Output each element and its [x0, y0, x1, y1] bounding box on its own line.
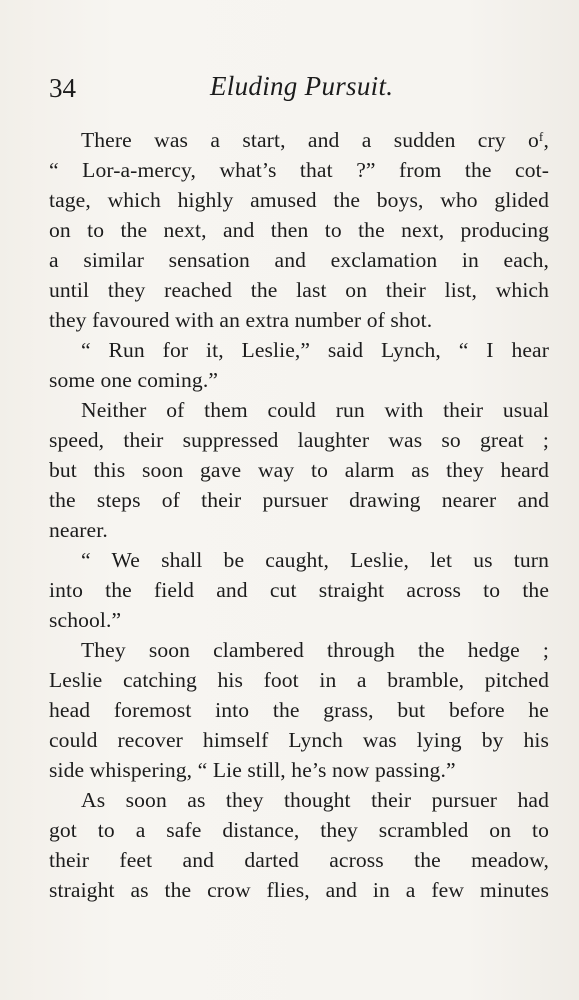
text-line: could recover himself Lynch was lying by his: [49, 728, 549, 752]
text-line: they favoured with an extra number of shot.: [49, 308, 433, 332]
text-line: “ Lor-a-mercy, what’s that ?” from the cot-: [49, 158, 549, 182]
text-line: tage, which highly amused the boys, who glided: [49, 188, 549, 212]
text-line: their feet and darted across the meadow,: [49, 848, 549, 872]
text-line: speed, their suppressed laughter was so great ;: [49, 428, 549, 452]
text-line: got to a safe distance, they scrambled on to: [49, 818, 549, 842]
text-line: They soon clambered through the hedge ;: [81, 638, 549, 662]
text-line: “ We shall be caught, Leslie, let us turn: [81, 548, 549, 572]
text-line: As soon as they thought their pursuer had: [81, 788, 549, 812]
text-line: a similar sensation and exclamation in each,: [49, 248, 549, 272]
text-line: some one coming.”: [49, 368, 219, 392]
text-line: until they reached the last on their list, which: [49, 278, 549, 302]
text-line: There was a start, and a sudden cry oᶠ,: [81, 128, 549, 152]
text-line: side whispering, “ Lie still, he’s now passing.”: [49, 758, 456, 782]
text-line: Neither of them could run with their usual: [81, 398, 549, 422]
text-line: but this soon gave way to alarm as they heard: [49, 458, 549, 482]
text-line: Leslie catching his foot in a bramble, pitched: [49, 668, 549, 692]
page-number: 34: [49, 73, 76, 103]
text-line: straight as the crow flies, and in a few minutes: [49, 878, 549, 902]
text-line: “ Run for it, Leslie,” said Lynch, “ I hear: [81, 338, 549, 362]
text-line: the steps of their pursuer drawing nearer and: [49, 488, 549, 512]
body-text: [49, 125, 549, 905]
text-line: on to the next, and then to the next, producing: [49, 218, 549, 242]
text-line: head foremost into the grass, but before he: [49, 698, 549, 722]
text-line: school.”: [49, 608, 122, 632]
text-line: nearer.: [49, 518, 108, 542]
running-title: Eluding Pursuit.: [210, 71, 394, 101]
text-line: into the field and cut straight across to the: [49, 578, 549, 602]
